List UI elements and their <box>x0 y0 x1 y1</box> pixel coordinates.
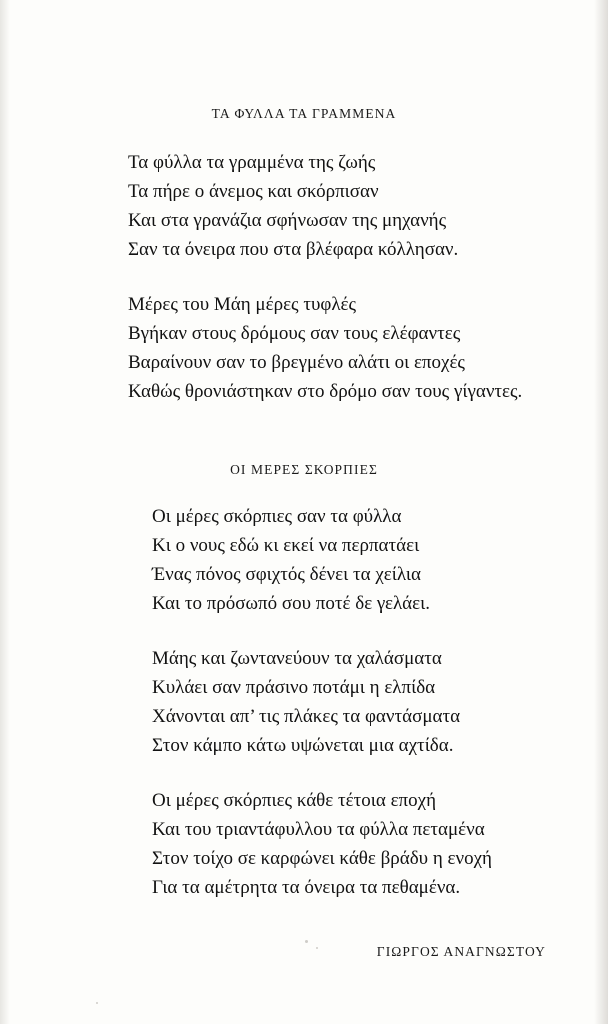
poem-2 <box>0 462 608 902</box>
poem-title: ΤΑ ΦΥΛΛΑ ΤΑ ΓΡΑΜΜΕΝΑ <box>211 106 397 121</box>
stanza <box>152 644 608 760</box>
poem-line: Χάνονται απ’ τις πλάκες τα φαντάσματα <box>152 706 461 727</box>
poem-2-body <box>0 502 608 902</box>
poem-line: Βαραίνουν σαν το βρεγμένο αλάτι οι εποχές <box>128 352 465 373</box>
page-speck <box>96 1002 98 1004</box>
stanza <box>128 148 608 264</box>
stanza <box>152 786 608 902</box>
poem-line: Μάης και ζωντανεύουν τα χαλάσματα <box>152 648 442 669</box>
poem-line: Και του τριαντάφυλλου τα φύλλα πεταμένα <box>152 819 485 840</box>
poem-line: Τα φύλλα τα γραμμένα της ζωής <box>128 152 376 173</box>
poem-line: Κυλάει σαν πράσινο ποτάμι η ελπίδα <box>152 677 436 698</box>
poem-line: Καθώς θρονιάστηκαν στο δρόμο σαν τους γίγαντες. <box>128 381 523 402</box>
poem-line: Μέρες του Μάη μέρες τυφλές <box>128 294 357 315</box>
stanza <box>128 290 608 406</box>
poem-line: Οι μέρες σκόρπιες κάθε τέτοια εποχή <box>152 790 437 811</box>
poem-line: Βγήκαν στους δρόμους σαν τους ελέφαντες <box>128 323 461 344</box>
author-name: ΓΙΩΡΓΟΣ ΑΝΑΓΝΩΣΤΟΥ <box>376 944 546 959</box>
stanza <box>152 502 608 618</box>
poem-line: Στον κάμπο κάτω υψώνεται μια αχτίδα. <box>152 735 454 756</box>
poem-1-body <box>0 148 608 406</box>
poem-1 <box>0 106 608 406</box>
poem-line: Τα πήρε ο άνεμος και σκόρπισαν <box>128 181 379 202</box>
poem-line: Οι μέρες σκόρπιες σαν τα φύλλα <box>152 506 402 527</box>
poem-title: ΟΙ ΜΕΡΕΣ ΣΚΟΡΠΙΕΣ <box>230 462 378 477</box>
poem-line: Για τα αμέτρητα τα όνειρα τα πεθαμένα. <box>152 877 461 898</box>
poem-line: Στον τοίχο σε καρφώνει κάθε βράδυ η ενοχή <box>152 848 492 869</box>
poem-line: Σαν τα όνειρα που στα βλέφαρα κόλλησαν. <box>128 239 459 260</box>
poem-line: Ένας πόνος σφιχτός δένει τα χείλια <box>152 564 421 585</box>
poem-line: Κι ο νους εδώ κι εκεί να περπατάει <box>152 535 420 556</box>
poem-line: Και το πρόσωπό σου ποτέ δε γελάει. <box>152 593 430 614</box>
poem-line: Και στα γρανάζια σφήνωσαν της μηχανής <box>128 210 447 231</box>
